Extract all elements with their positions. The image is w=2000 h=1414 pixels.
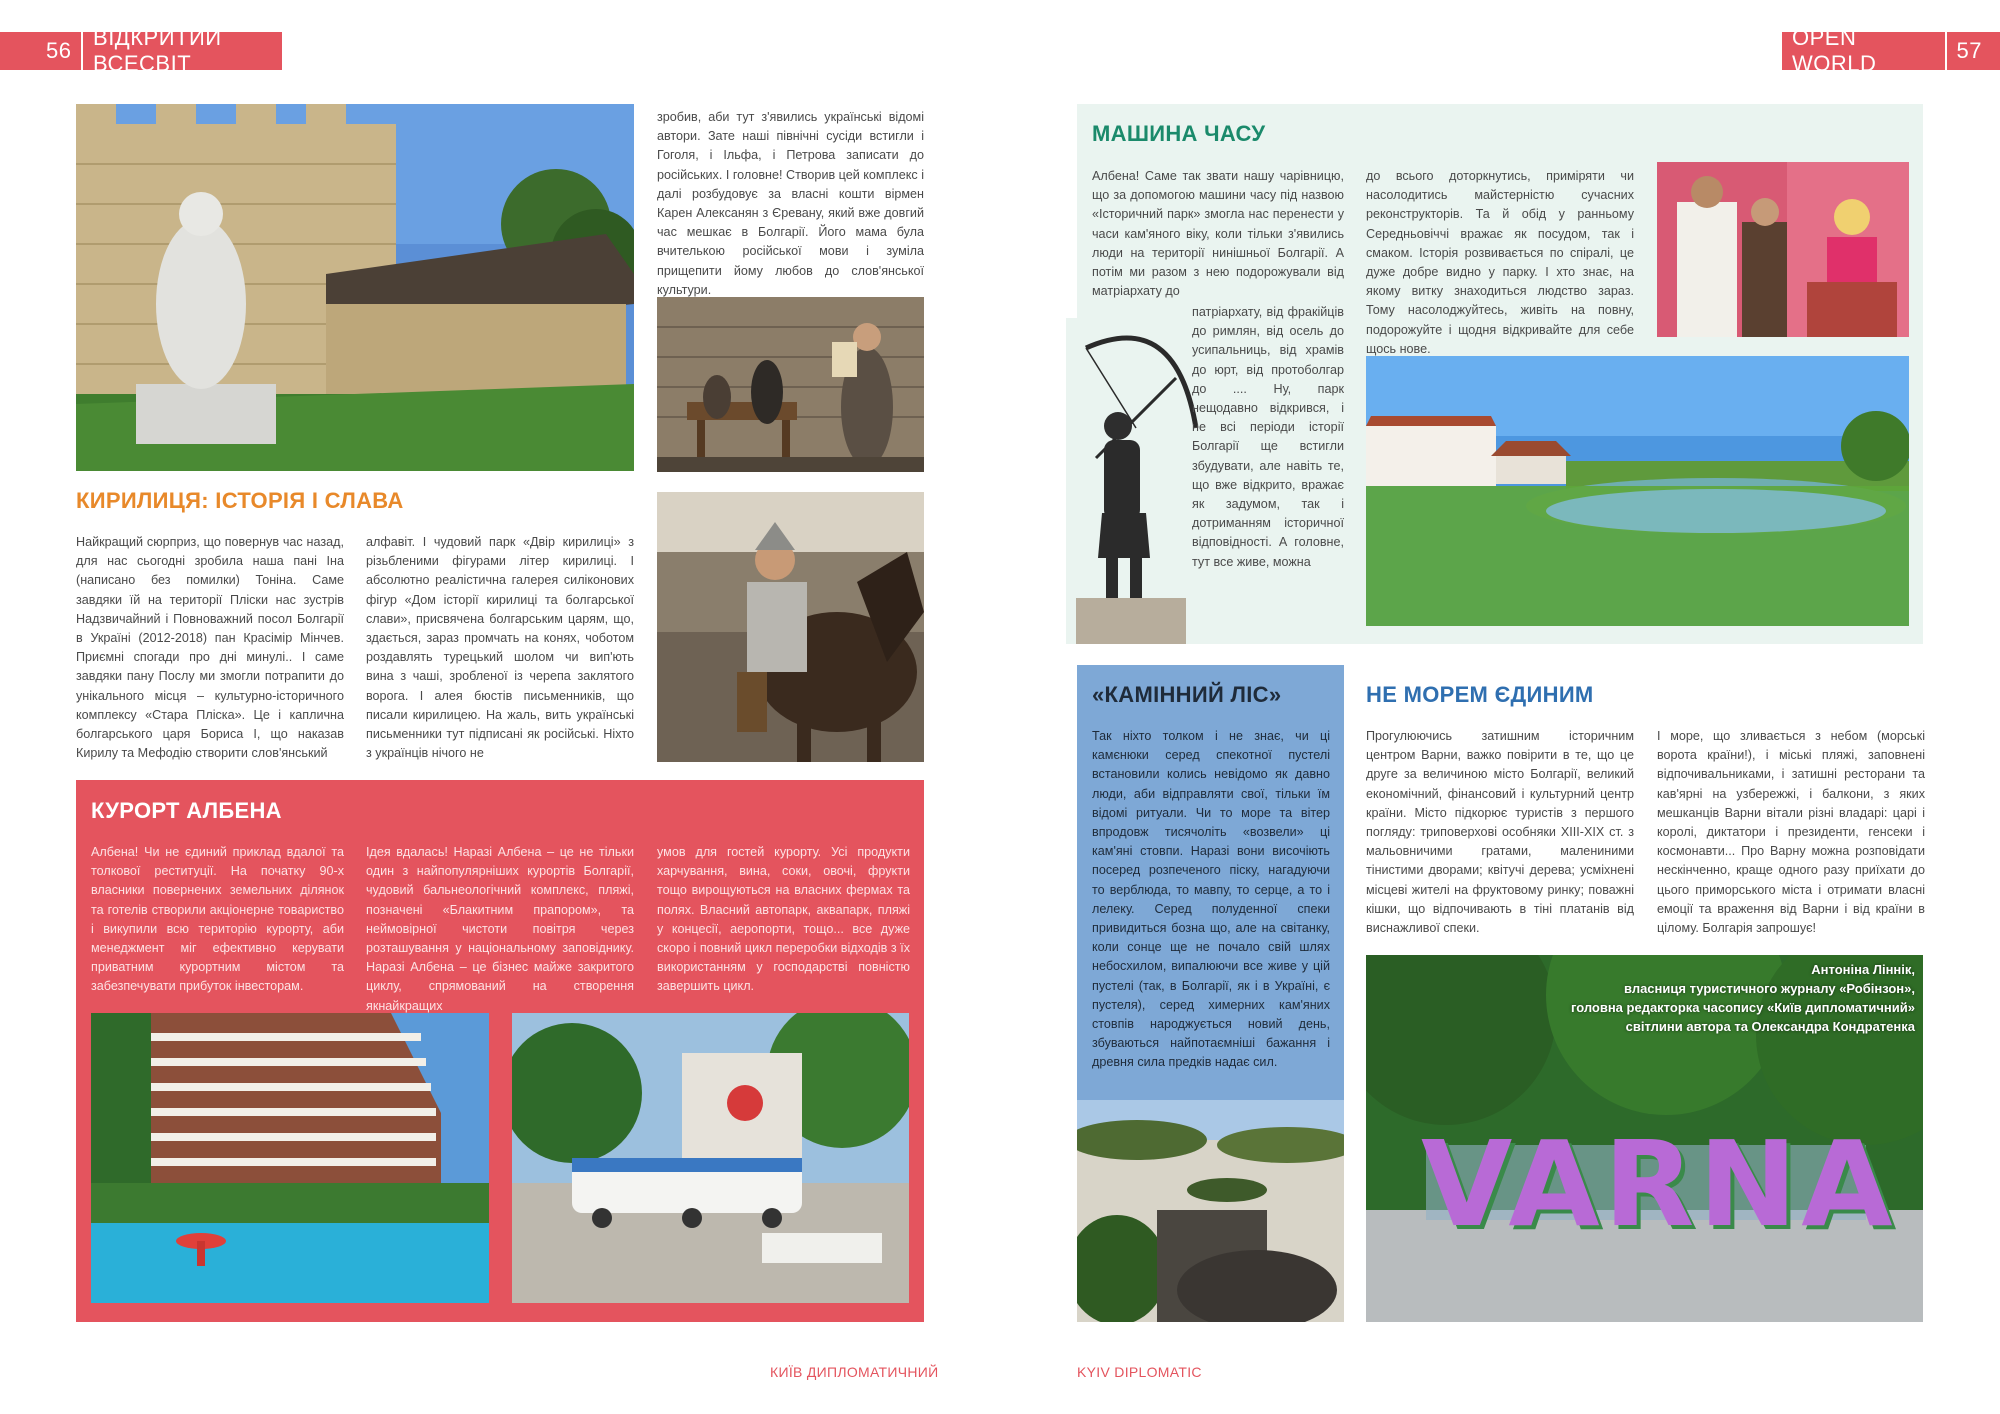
stone-forest-heading: «КАМІННИЙ ЛІС» <box>1092 682 1282 707</box>
left-section-title: ВІДКРИТИЙ ВСЕСВІТ <box>93 25 222 76</box>
albena-text-col3: умов для гостей курорту. Усі продукти харчування, вина, соки, овочі, фрукти тощо вирощуються на власних фермах та полях. Власний автопарк, аквапарк, пляжі у концесії, аеропорти, тощо... все дуже скоро і повний цикл переробки відходів з їх використанням у господарстві повністю завершить цикл. <box>657 845 910 994</box>
albena-text-col1: Албена! Чи не єдиний приклад вдалої та толкової реституції. На початку 90-х власники повернених земельних ділянок та готелів створили акціонерне товариство і викупили всю територію курорту, аби менеджмент міг ефективно керувати приватним курортним містом та забезпечувати прибуток інвесторам. <box>91 845 344 994</box>
photo-hotel-pool <box>91 1013 489 1303</box>
left-footer: КИЇВ ДИПЛОМАТИЧНИЙ <box>770 1364 939 1380</box>
credit-role-robinson: власниця туристичного журналу «Робінзон», <box>1624 981 1915 996</box>
photo-historical-park <box>1366 356 1909 626</box>
time-machine-text-col2: до всього доторкнутись, приміряти чи насолодитись майстерністю сучасних реконструкторів. Та й обід у ранньому Середньовіччі вражає як посудом, так і смаком. Історія розвивається по спіралі, це дуже добре видно у парку. І хто знає, на якому витку знаходиться людство зараз. Тому насолоджуйтесь, живіть на повну, подорожуйте і щодня відкривайте для себе щось нове. <box>1366 169 1634 356</box>
time-machine-text-col1-top: Албена! Саме так звати нашу чарівницю, що за допомогою машини часу під назвою «Історичний парк» змогла нас перенести у часи кам'яного віку, коли тільки з'явились люди на території нинішньої Болгарії. А потім ми разом з нею подорожували від матріархату до <box>1092 169 1344 299</box>
photo-horseman-figure <box>657 492 924 762</box>
albena-text-col2: Ідея вдалась! Наразі Албена – це не тільки один з найпопулярніших курортів Болгарії, чудовий бальнеологічний комплекс, пляжі, позначені «Блакитним прапором», та неймовірної чистоти повітря через розташування у національному заповіднику. Наразі Албена – це бізнес майже закритого циклу, спрямований на створення якнайкращих <box>366 845 634 1013</box>
photo-costumed-figures <box>1657 162 1909 337</box>
cyrillic-text-col1: Найкращий сюрприз, що повернув час назад, для нас сьогодні зробила наша пані Іна (написано без помилки) Тоніна. Саме завдяки їй на території Пліски нас зустрів Надзвичайний і Повноважний посол Болгарії в Україні (2012-2018) пан Красімір Мінчев. Приємні спогади про дні минулі.. І саме завдяки пану Послу ми змогли потрапити до унікального місця – культурно-історичного комплексу «Стара Пліска». Це і каплична болгарського царя Бориса І, що наказав Кирилу та Мефодію створити слов'янський <box>76 535 344 761</box>
credit-role-editor: головна редакторка часопису «Київ дипломатичний» <box>1570 1000 1915 1015</box>
credit-photos: світлини автора та Олександра Кондратенка <box>1625 1019 1915 1034</box>
right-page-number: 57 <box>1956 38 1982 63</box>
photo-silicone-figures-scene <box>657 297 924 472</box>
time-machine-text-col1-bottom: патріархату, від фракійців до римлян, від осель до усипальниць, від храмів до юрт, від протоболгар до .... Ну, парк нещодавно відкрився, і не всі періоди історії Болгарії ще встигли збудувати, але навіть те, що вже відкрито, вражає як задумом, так і дотриманням історичної відповідності. А головне, тут все живе, можна <box>1192 305 1344 569</box>
photo-fortress-statue <box>76 104 634 471</box>
left-page-header <box>0 25 282 76</box>
right-page-header <box>1782 25 2000 76</box>
varna-letters: VARNA <box>1421 1115 1897 1253</box>
left-page-number: 56 <box>46 38 72 63</box>
photo-street-train <box>512 1013 909 1303</box>
photo-stone-forest <box>1077 1100 1344 1322</box>
stone-forest-text: Так ніхто толком і не знає, чи ці камєнюки серед спекотної пустелі встановили колись невідомо як давно люди, аби відправляти свої, тільки їм відомі ритуали. Чи то море та вітер впродовж тисячоліть «возвели» ці кам'яні стовпи. Наразі вони височіють посеред розпеченого піску, нагадуючи то верблюда, то мавпу, то серце, а то і лелеку. Серед полуденної спеки привидиться бозна що, але на світанку, коли сонце ще не почало свій шлях небосхилом, випалюючи все живе у цій пустелі (так, в Болгарії, як і в Україні, є пустеля), серед химерних кам'яних стовпів народжується новий день, збуваються найпотаємніші бажання і древня сила предків надає сил. <box>1092 729 1330 1070</box>
photo-credits <box>1500 960 1915 1036</box>
cyrillic-heading: КИРИЛИЦЯ: ІСТОРІЯ І СЛАВА <box>76 488 404 513</box>
credit-author: Антоніна Ліннік, <box>1811 962 1915 977</box>
cyrillic-text-col2: алфавіт. І чудовий парк «Двір кирилиці» з різьбленими фігурами літер кирилиці. І абсолютно реалістична галерея силіконових фігур «Дом історії кирилиці та болгарської слави», присвячена болгарським царям, що, здається, зараз промчать на конях, чоботом роздавлять турецький шолом чи вип'ють вина з чаші, зробленої із черепа заклятого ворога. І алея бюстів письменників, що писали кирилицею. На жаль, вить українські письменники тут підписані як російські. Ніхто з українців нічого не <box>366 535 634 761</box>
not-by-sea-text-col2: І море, що зливається з небом (морські ворота країни!), і міські пляжі, заповнені відпочивальниками, і затишні ресторани та кав'ярні на узбережжі, і балкони, з яких мешканців Варни вітали різні владарі: царі і королі, диктатори і президенти, генсеки і космонавти... Про Варну можна розповідати нескінченно, краще одного разу приїхати до цього приморського міста і отримати власні емоції та враження від Варни і від країни в цілому. Болгарія запрошує! <box>1657 729 1925 936</box>
right-footer: KYIV DIPLOMATIC <box>1077 1364 1202 1380</box>
albena-heading: КУРОРТ АЛБЕНА <box>91 798 282 823</box>
cyrillic-text-col3: зробив, аби тут з'явились українські відомі автори. Зате наші північні сусіди встигли і Гоголя, і Ільфа, і Петрова записати до російських. І головне! Створив цей комплекс і далі розбудовує за власні кошти вірмен Карен Алексанян з Єревану, який вже довгий час мешкає в Болгарії. Його мама була вчителькою російської мови і зуміла прищепити йому любов до слов'янської культури. <box>657 110 925 297</box>
not-by-sea-heading: НЕ МОРЕМ ЄДИНИМ <box>1366 682 1594 707</box>
right-section-title: OPEN WORLD <box>1792 25 1877 76</box>
not-by-sea-text-col1: Прогулюючись затишним історичним центром Варни, важко повірити в те, що це друге за величиною місто Болгарії, великий економічний, фінансовий і культурний центр країни. Місто підкорює туристів з першого погляду: триповерхові особняки XIII-XIX ст. з мальовничими гратами, малениними тінистими дворами; квітучі дерева; усміхнені місцеві жителі на фруктовому ринку; поважні кішки, що відпочивають в тіні платанів від виснажливої спеки. <box>1366 729 1634 936</box>
time-machine-heading: МАШИНА ЧАСУ <box>1092 121 1266 146</box>
